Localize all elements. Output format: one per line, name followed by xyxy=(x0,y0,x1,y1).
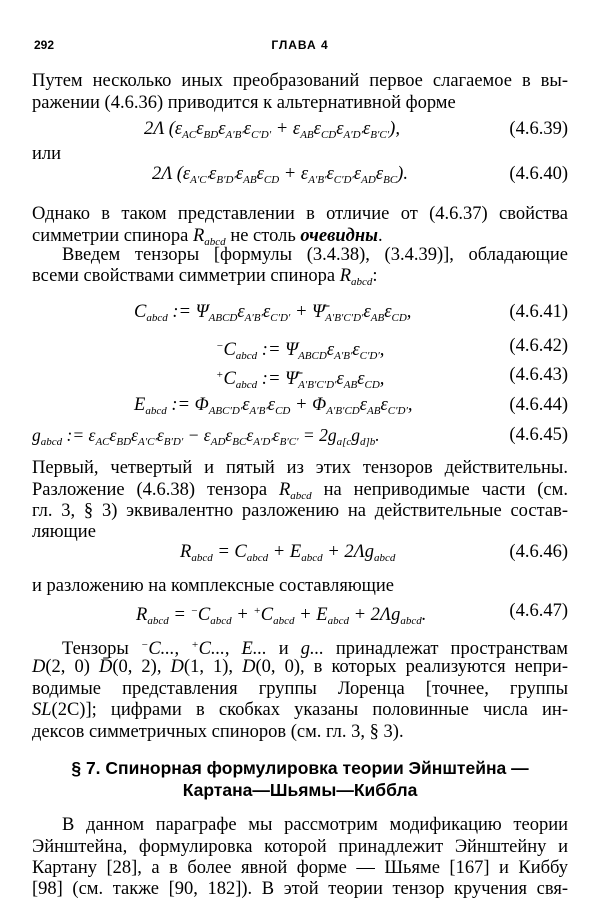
equation-number: (4.6.45) xyxy=(509,425,568,445)
text-line: ражении (4.6.36) приводится к альтернативной форме xyxy=(32,93,456,113)
equation-number: (4.6.40) xyxy=(509,164,568,184)
text-line: всеми свойствами симметрии спинора $R_{abcd}$: xyxy=(32,266,378,288)
equation-formula: $R_{abcd} = ^-C_{abcd} + ^+C_{abcd} + E_{abcd} + 2\Lambda g_{abcd}$. xyxy=(136,605,427,627)
text-line: или xyxy=(32,144,62,164)
equation-number: (4.6.44) xyxy=(509,395,568,415)
text-line: Эйнштейна, формулировка которой принадлежит Эйнштейну и xyxy=(32,837,568,857)
equation-formula: $R_{abcd} = C_{abcd} + E_{abcd} + 2\Lambda g_{abcd}$ xyxy=(180,542,396,564)
equation-number: (4.6.43) xyxy=(509,365,568,385)
section-heading: Картана—Шьямы—Киббла xyxy=(182,780,418,800)
equation-formula: $g_{abcd}$ := $\varepsilon_{AC}\varepsilon_{BD}\varepsilon_{A'C'}\varepsilon_{B'D'} - \varepsilon_{AD}\varepsilon_{BC}\varepsilon_{A'D'}\varepsilon_{B'C'} = 2g_{a[c}g_{d]b}$. xyxy=(32,425,380,448)
page-number: 292 xyxy=(34,38,55,52)
equation-formula: $E_{abcd}$ := $\Phi_{ABC'D'}\varepsilon_{A'B'}\varepsilon_{CD} + \Phi_{A'B'CD}\varepsilon_{AB}\varepsilon_{C'D'}$, xyxy=(134,395,413,417)
text-line: Разложение (4.6.38) тензора $R_{abcd}$ на неприводимые части (см. xyxy=(32,480,568,502)
chapter-title: ГЛАВА 4 xyxy=(271,38,329,52)
equation-number: (4.6.41) xyxy=(509,302,568,322)
text-line: ляющие xyxy=(32,522,96,542)
text-line: SL(2C)]; цифрами в скобках указаны половинные числа ин- xyxy=(32,700,568,720)
text-line: Картану [28], а в более явной форме — Шьяме [167] и Киббу xyxy=(32,858,568,878)
equation-number: (4.6.47) xyxy=(509,601,568,621)
text-line: Путем несколько иных преобразований первое слагаемое в вы- xyxy=(32,71,568,91)
text-line: водимые представления группы Лоренца [точнее, группы xyxy=(32,679,568,699)
text-line: гл. 3, § 3) эквивалентно разложению на действительные состав- xyxy=(32,501,568,521)
section-heading: § 7. Спинорная формулировка теории Эйнштейна — xyxy=(71,758,529,778)
equation-number: (4.6.39) xyxy=(509,119,568,139)
text-line: и разложению на комплексные составляющие xyxy=(32,576,395,596)
equation-number: (4.6.42) xyxy=(509,336,568,356)
text-line: Введем тензоры [формулы (3.4.38), (3.4.39)], обладающие xyxy=(62,245,568,265)
text-line: дексов симметричных спиноров (см. гл. 3, § 3). xyxy=(32,722,404,742)
equation-formula: $^+C_{abcd}$ := $\Psī_{A'B'C'D'}\varepsilon_{AB}\varepsilon_{CD}$, xyxy=(216,369,385,391)
page-header xyxy=(32,38,568,56)
equation-number: (4.6.46) xyxy=(509,542,568,562)
equation-formula: $^-C_{abcd}$ := $\Psi_{ABCD}\varepsilon_{A'B'}\varepsilon_{C'D'}$, xyxy=(216,340,385,362)
book-page xyxy=(32,0,568,915)
text-line: Однако в таком представлении в отличие от (4.6.37) свойства xyxy=(32,204,568,224)
text-line: Первый, четвертый и пятый из этих тензоров действительны. xyxy=(32,458,568,478)
text-line: симметрии спинора $R_{abcd}$ не столь очевидны. xyxy=(32,226,383,248)
text-line: В данном параграфе мы рассмотрим модификацию теории xyxy=(62,815,568,835)
text-line: Тензоры −C..., +C..., E... и g... принадлежат пространствам xyxy=(62,639,569,659)
equation-formula: 2Λ $(\varepsilon_{AC}\varepsilon_{BD}\varepsilon_{A'B'}\varepsilon_{C'D'} + \varepsilon_{AB}\varepsilon_{CD}\varepsilon_{A'D'}\varepsilon_{B'C'})$, xyxy=(144,119,400,141)
text-line: D(2, 0) D̄(0, 2), D(1, 1), D(0, 0), в которых реализуются непри- xyxy=(32,657,568,677)
equation-formula: $C_{abcd}$ := $\Psi_{ABCD}\varepsilon_{A'B'}\varepsilon_{C'D'}$ + $\Psī_{A'B'C'D'}\varepsilon_{AB}\varepsilon_{CD}$, xyxy=(134,302,412,324)
equation-formula: 2Λ $(\varepsilon_{A'C'}\varepsilon_{B'D'}\varepsilon_{AB}\varepsilon_{CD} + \varepsilon_{A'B'}\varepsilon_{C'D'}\varepsilon_{AD}\varepsilon_{BC})$. xyxy=(152,164,408,186)
text-line: [98] (см. также [90, 182]). В этой теории тензор кручения свя- xyxy=(32,879,568,899)
